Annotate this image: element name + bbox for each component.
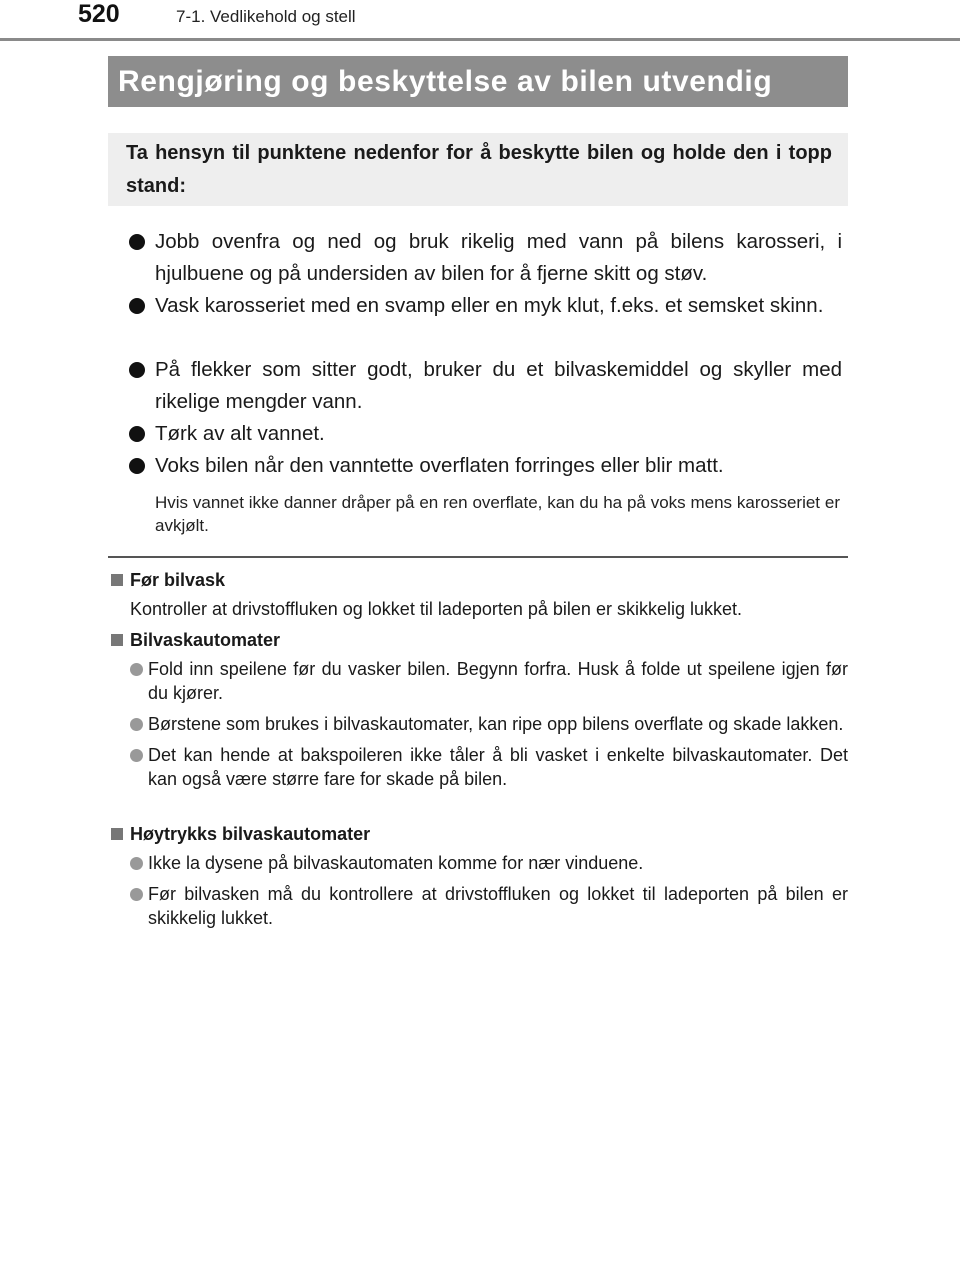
bullet-icon <box>130 888 143 901</box>
list-item-text: Før bilvasken må du kontrollere at drivstoffluken og lokket til ladeporten på bilen er skikkelig lukket. <box>148 884 848 928</box>
list-item-text: Vask karosseriet med en svamp eller en myk klut, f.eks. et semsket skinn. <box>155 294 824 317</box>
list-item <box>126 450 842 482</box>
list-item-text: Fold inn speilene før du vasker bilen. Begynn forfra. Husk å folde ut speilene igjen før du kjører. <box>148 659 848 703</box>
square-bullet-icon <box>111 574 123 586</box>
bullet-icon <box>129 458 145 474</box>
header-rule <box>0 38 960 41</box>
list-item-text: Voks bilen når den vanntette overflaten forringes eller blir matt. <box>155 454 724 477</box>
square-bullet-icon <box>111 828 123 840</box>
page-number: 520 <box>78 0 120 28</box>
section-label: 7-1. Vedlikehold og stell <box>176 7 356 26</box>
subsection-heading <box>108 568 848 592</box>
subsection-heading-text: Bilvaskautomater <box>130 630 281 650</box>
subsection-text: Kontroller at drivstoffluken og lokket til ladeporten på bilen er skikkelig lukket. <box>130 599 742 619</box>
list-item <box>108 743 848 791</box>
bullet-icon <box>130 749 143 762</box>
divider <box>108 556 848 558</box>
bullet-icon <box>130 857 143 870</box>
list-item <box>108 851 848 875</box>
list-item <box>126 354 842 418</box>
subsection-list <box>108 657 848 791</box>
bullet-icon <box>130 663 143 676</box>
subsection-before-wash <box>108 568 848 621</box>
bullet-icon <box>129 426 145 442</box>
main-list <box>126 226 842 482</box>
bullet-icon <box>129 298 145 314</box>
bullet-icon <box>129 234 145 250</box>
subsection-heading-text: Før bilvask <box>130 570 226 590</box>
subsection-car-wash <box>108 628 848 791</box>
subsection-high-pressure <box>108 822 848 930</box>
list-item-text: Tørk av alt vannet. <box>155 422 325 445</box>
subsection-list <box>108 851 848 930</box>
list-item <box>126 226 842 290</box>
list-item-text: Jobb ovenfra og ned og bruk rikelig med vann på bilens karosseri, i hjulbuene og på undersiden av bilen for å fjerne skitt og støv. <box>155 230 842 285</box>
intro-box: Ta hensyn til punktene nedenfor for å beskytte bilen og holde den i topp stand: <box>108 133 848 206</box>
page-header <box>0 0 960 42</box>
list-item <box>108 882 848 930</box>
note-text: Hvis vannet ikke danner dråper på en ren overflate, kan du ha på voks mens karosseriet er avkjølt. <box>155 493 840 535</box>
list-item-text: Det kan hende at bakspoileren ikke tåler å bli vasket i enkelte bilvaskautomater. Det kan også være større fare for skade på bilen. <box>148 745 848 789</box>
subsection-heading <box>108 822 848 846</box>
bullet-icon <box>129 362 145 378</box>
list-item <box>126 418 842 450</box>
list-item <box>108 657 848 705</box>
list-item-text: Ikke la dysene på bilvaskautomaten komme for nær vinduene. <box>148 853 644 873</box>
list-item-text: Børstene som brukes i bilvaskautomater, kan ripe opp bilens overflate og skade lakken. <box>148 714 844 734</box>
list-item <box>126 290 842 354</box>
list-item-text: På flekker som sitter godt, bruker du et bilvaskemiddel og skyller med rikelige mengder vann. <box>155 358 842 413</box>
square-bullet-icon <box>111 634 123 646</box>
list-item <box>108 712 848 736</box>
subsection-heading-text: Høytrykks bilvaskautomater <box>130 824 371 844</box>
subsection-heading <box>108 628 848 652</box>
bullet-icon <box>130 718 143 731</box>
page-title: Rengjøring og beskyttelse av bilen utvendig <box>108 56 848 107</box>
